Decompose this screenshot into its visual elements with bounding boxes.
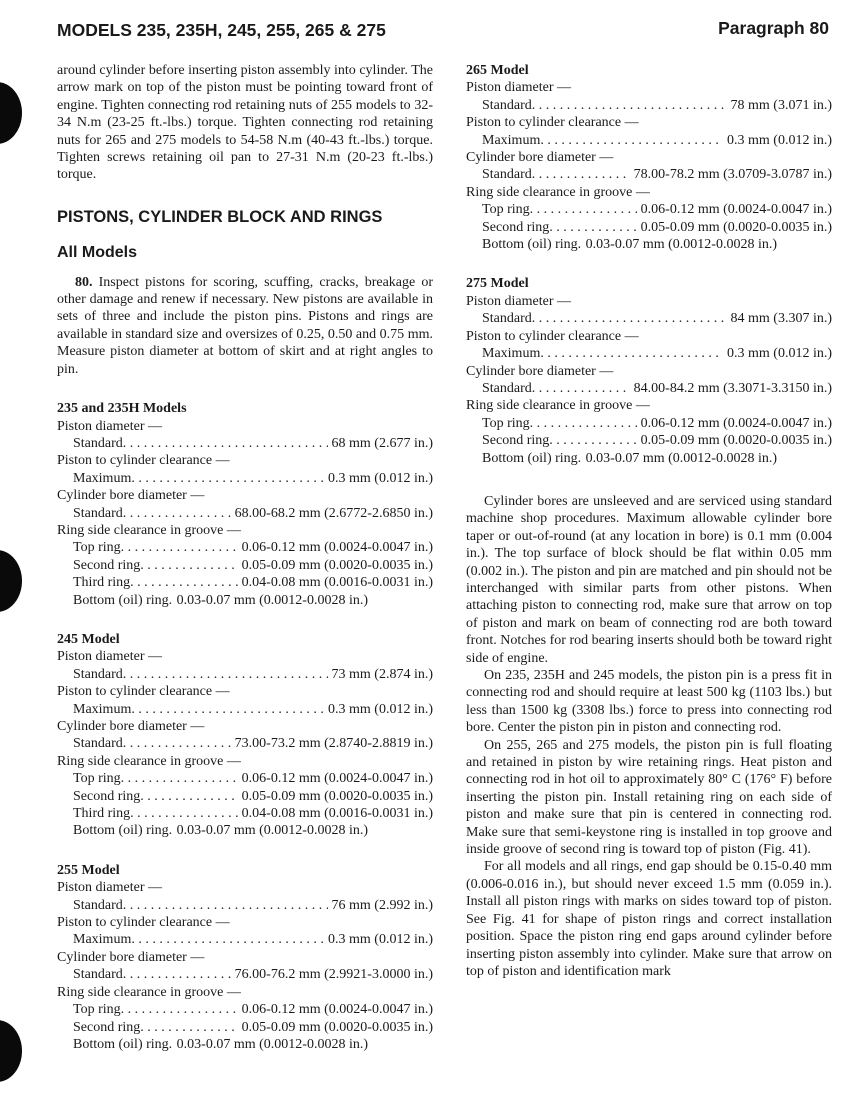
spec-row: Second ring . . . 0.05-0.09 mm (0.0020-0.0035 in.) xyxy=(73,788,433,805)
spec-label: Cylinder bore diameter — xyxy=(57,949,205,965)
spec-row: Top ring . . . 0.06-0.12 mm (0.0024-0.0047 in.) xyxy=(73,1001,433,1018)
binder-hole-top xyxy=(0,82,22,144)
spec-row: Top ring . . . 0.06-0.12 mm (0.0024-0.0047 in.) xyxy=(73,539,433,556)
spec-label: Piston to cylinder clearance — xyxy=(57,453,230,469)
page-header-paragraph: Paragraph 80 xyxy=(718,18,829,38)
model-title: 235 and 235H Models xyxy=(57,401,187,417)
spec-label: Cylinder bore diameter — xyxy=(466,363,614,379)
spec-label: Cylinder bore diameter — xyxy=(57,719,205,734)
spec-row: Bottom (oil) ring . . . 0.03-0.07 mm (0.0012-0.0028 in.) xyxy=(73,822,433,839)
spec-row: Standard . . . 76.00-76.2 mm (2.9921-3.0000 in.) xyxy=(73,966,433,983)
section-title: PISTONS, CYLINDER BLOCK AND RINGS xyxy=(57,207,383,226)
spec-label: Ring side clearance in groove — xyxy=(57,522,241,538)
spec-row: Standard . . . 84.00-84.2 mm (3.3071-3.3150 in.) xyxy=(482,380,832,397)
spec-block-275 xyxy=(466,275,832,466)
spec-label: Piston diameter — xyxy=(57,649,162,665)
spec-row: Standard . . . 73 mm (2.874 in.) xyxy=(73,666,433,683)
paragraph-80-text: Inspect pistons for scoring, scuffing, cracks, breakage or other damage and renew if necessary. New pistons are available in sets of three and include the piston pins. Pistons and rings are available in standard size and oversizes of 0.25, 0.50 and 0.75 mm. Measure piston diameter at bottom of skirt and at right angles to pin. xyxy=(57,274,433,377)
spec-row: Standard . . . 84 mm (3.307 in.) xyxy=(482,310,832,327)
spec-block-235 xyxy=(57,400,433,609)
subsection-title: All Models xyxy=(57,244,138,262)
spec-row: Bottom (oil) ring . . . 0.03-0.07 mm (0.0012-0.0028 in.) xyxy=(73,592,433,609)
spec-row: Maximum . . . 0.3 mm (0.012 in.) xyxy=(73,701,433,718)
spec-row: Maximum . . . 0.3 mm (0.012 in.) xyxy=(73,931,433,948)
body-paragraph-end-gap: For all models and all rings, end gap should be 0.15-0.40 mm (0.006-0.016 in.), but should never exceed 1.5 mm (0.059 in.). Install all piston rings with marks on sides toward top of piston. See Fig. 41 for shape of piston rings and correct installation position. Space the piston ring end gaps around cylinder before inserting piston assembly into cylinder. Make sure that arrow on top of piston and identification mark xyxy=(466,859,832,979)
right-column xyxy=(466,62,832,980)
spec-label: Piston to cylinder clearance — xyxy=(57,684,230,700)
body-paragraph-full-floating: On 255, 265 and 275 models, the piston pin is full floating and retained in piston by wire retaining rings. Heat piston and connecting rod in hot oil to approximately 80° C (176° F) before inserting the piston pin. Install retaining ring on each side of piston and make sure that pin is centered in connecting rod. Make sure that semi-keystone ring is installed in top groove and inside groove of second ring is toward top of piston (Fig. 41). xyxy=(466,737,832,858)
spec-row: Bottom (oil) ring . . . 0.03-0.07 mm (0.0012-0.0028 in.) xyxy=(73,1036,433,1053)
spec-row: Third ring . . . 0.04-0.08 mm (0.0016-0.0031 in.) xyxy=(73,574,433,591)
spec-row: Top ring . . . 0.06-0.12 mm (0.0024-0.0047 in.) xyxy=(482,201,832,218)
spec-label: Ring side clearance in groove — xyxy=(466,184,650,200)
spec-label: Cylinder bore diameter — xyxy=(57,488,205,504)
body-paragraph-cylinder-bores: Cylinder bores are unsleeved and are serviced using standard machine shop procedures. Maximum allowable cylinder bore taper or out-of-round (at any location in bore) is 0.1 mm (0.004 in.). The top surface of block should be flat within 0.05 mm (0.002 in.). The piston and pin are matched and pin should not be interchanged with similar parts from other pistons. When attaching piston to connecting rod, make sure that arrow on top of piston and mark on beam of connecting rod are both toward front. Notches for rod bearing inserts should both be toward right side of engine. xyxy=(466,493,832,666)
paragraph-number: 80. xyxy=(75,274,93,290)
model-title: 275 Model xyxy=(466,276,529,292)
spec-label: Cylinder bore diameter — xyxy=(466,150,614,166)
spec-row: Standard . . . 73.00-73.2 mm (2.8740-2.8819 in.) xyxy=(73,735,433,752)
spec-row: Bottom (oil) ring . . . 0.03-0.07 mm (0.0012-0.0028 in.) xyxy=(482,236,832,253)
spec-block-255 xyxy=(57,862,433,1053)
spec-row: Second ring . . . 0.05-0.09 mm (0.0020-0.0035 in.) xyxy=(73,557,433,574)
page-header-models: MODELS 235, 235H, 245, 255, 265 & 275 xyxy=(57,20,386,40)
spec-row: Standard . . . 68 mm (2.677 in.) xyxy=(73,435,433,452)
spec-label: Ring side clearance in groove — xyxy=(57,984,241,1000)
spec-label: Piston to cylinder clearance — xyxy=(466,328,639,344)
spec-label: Piston to cylinder clearance — xyxy=(57,915,230,931)
spec-row: Standard . . . 78 mm (3.071 in.) xyxy=(482,97,832,114)
left-column xyxy=(57,62,433,1053)
spec-row: Second ring . . . 0.05-0.09 mm (0.0020-0.0035 in.) xyxy=(482,219,832,236)
spec-label: Ring side clearance in groove — xyxy=(57,753,241,769)
spec-row: Top ring . . . 0.06-0.12 mm (0.0024-0.0047 in.) xyxy=(73,770,433,787)
spec-row: Standard . . . 76 mm (2.992 in.) xyxy=(73,897,433,914)
spec-row: Top ring . . . 0.06-0.12 mm (0.0024-0.0047 in.) xyxy=(482,415,832,432)
spec-row: Maximum . . . 0.3 mm (0.012 in.) xyxy=(482,345,832,362)
model-title: 255 Model xyxy=(57,862,120,878)
spec-label: Piston diameter — xyxy=(466,80,571,96)
spec-block-265 xyxy=(466,62,832,253)
body-paragraph-press-fit: On 235, 235H and 245 models, the piston pin is a press fit in connecting rod and should require at least 500 kg (1103 lbs.) but less than 1500 kg (3308 lbs.) force to press into connecting rod bore. Center the piston pin in piston and connecting rod. xyxy=(466,668,832,736)
intro-paragraph: around cylinder before inserting piston assembly into cylinder. The arrow mark on top of the piston must be pointing toward front of engine. Tighten connecting rod retaining nuts of 255 models to 32-34 N.m (23-25 ft.-lbs.) torque. Tighten connecting rod retaining nuts for 265 and 275 models to 54-58 N.m (40-43 ft.-lbs.) torque. Tighten screws retaining oil pan to 27-31 N.m (20-23 ft.-lbs.) torque. xyxy=(57,63,433,183)
spec-row: Maximum . . . 0.3 mm (0.012 in.) xyxy=(482,132,832,149)
spec-label: Piston diameter — xyxy=(57,418,162,434)
model-title: 245 Model xyxy=(57,631,120,647)
spec-row: Maximum . . . 0.3 mm (0.012 in.) xyxy=(73,470,433,487)
binder-hole-bottom xyxy=(0,1020,22,1082)
spec-row: Third ring . . . 0.04-0.08 mm (0.0016-0.0031 in.) xyxy=(73,805,433,822)
spec-row: Second ring . . . 0.05-0.09 mm (0.0020-0.0035 in.) xyxy=(482,432,832,449)
spec-label: Piston to cylinder clearance — xyxy=(466,115,639,131)
model-title: 265 Model xyxy=(466,63,529,78)
spec-row: Bottom (oil) ring . . . 0.03-0.07 mm (0.0012-0.0028 in.) xyxy=(482,450,832,467)
spec-row: Standard . . . 68.00-68.2 mm (2.6772-2.6850 in.) xyxy=(73,505,433,522)
binder-hole-middle xyxy=(0,550,22,612)
spec-label: Ring side clearance in groove — xyxy=(466,398,650,414)
spec-label: Piston diameter — xyxy=(466,293,571,309)
spec-block-245 xyxy=(57,631,433,840)
spec-row: Second ring . . . 0.05-0.09 mm (0.0020-0.0035 in.) xyxy=(73,1019,433,1036)
spec-label: Piston diameter — xyxy=(57,880,162,896)
spec-row: Standard . . . 78.00-78.2 mm (3.0709-3.0787 in.) xyxy=(482,166,832,183)
paragraph-80 xyxy=(57,274,433,378)
